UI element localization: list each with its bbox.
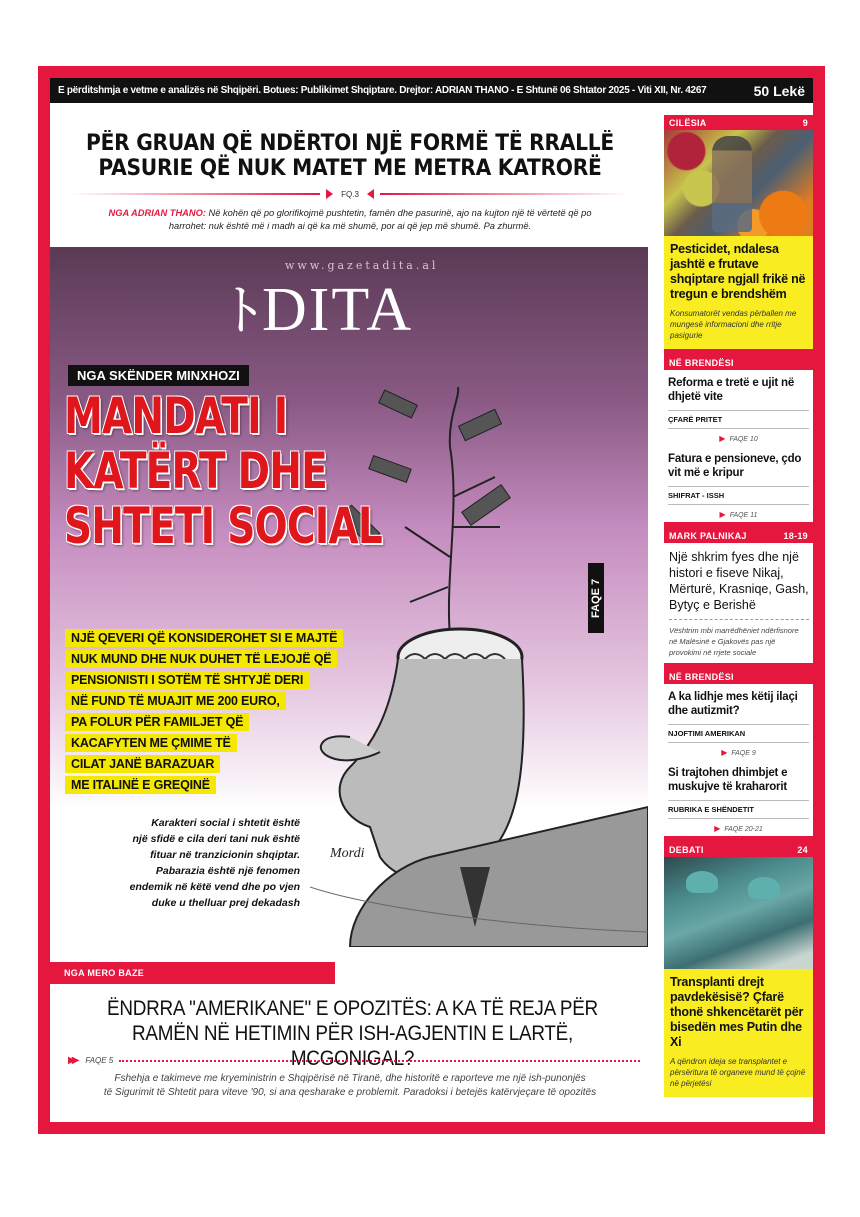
brief-title[interactable]: Fatura e pensioneve, çdo vit më e kripur bbox=[668, 453, 802, 479]
divider bbox=[380, 193, 630, 195]
essay-summary: Vështrim mbi marrëdhëniet ndërfisnore në Malësinë e Gjakovës pas një provokimi në rrjete sociale bbox=[669, 619, 809, 658]
brief-item[interactable] bbox=[664, 760, 813, 836]
subtext-line: Pabarazia është një fenomen bbox=[155, 865, 300, 877]
subtext-line: Karakteri social i shtetit është bbox=[151, 817, 300, 829]
arrow-right-icon: ▶ bbox=[721, 748, 728, 757]
lead-dek bbox=[95, 207, 605, 233]
page-ref-label: FAQE 10 bbox=[729, 436, 758, 443]
lead-article[interactable] bbox=[50, 103, 650, 253]
page-frame bbox=[38, 66, 825, 1134]
hero-subtext bbox=[80, 815, 300, 911]
divider bbox=[70, 193, 320, 195]
double-arrow-icon: ▶▶ bbox=[68, 1055, 76, 1066]
section-header bbox=[664, 528, 813, 543]
surgeon-cap bbox=[748, 877, 780, 899]
brief-category: NJOFTIMI AMERIKAN bbox=[668, 724, 809, 743]
sidebar-section-inside-2 bbox=[664, 669, 813, 836]
brief-title[interactable]: Si trajtohen dhimbjet e muskujve të kraharorit bbox=[668, 767, 788, 793]
front-page bbox=[50, 78, 813, 1122]
market-photo bbox=[664, 130, 813, 236]
surgery-photo bbox=[664, 857, 813, 969]
masthead-strip bbox=[50, 78, 813, 103]
lead-headline[interactable] bbox=[74, 131, 626, 181]
quote-line: NË FUND TË MUAJIT ME 200 EURO, bbox=[65, 692, 286, 710]
hero-headline-line: KATËRT DHE bbox=[64, 442, 327, 500]
bottom-summary bbox=[70, 1072, 630, 1100]
lead-headline-line: PASURIE QË NUK MATET ME METRA KATRORË bbox=[98, 156, 602, 181]
brief-category: RUBRIKA E SHËNDETIT bbox=[668, 800, 809, 819]
page-ref-label: FAQE 11 bbox=[729, 512, 758, 519]
arrow-right-icon: ▶ bbox=[714, 824, 721, 833]
brief-page-ref[interactable] bbox=[668, 743, 809, 760]
brief-item[interactable] bbox=[664, 446, 813, 522]
logo-text: DITA bbox=[262, 276, 414, 344]
feature-box bbox=[664, 236, 813, 349]
page-ref-label: FAQE 5 bbox=[85, 1056, 114, 1065]
brief-category: SHIFRAT - ISSH bbox=[668, 486, 809, 505]
sidebar-section-palnikaj[interactable] bbox=[664, 528, 813, 663]
quote-line: PA FOLUR PËR FAMILJET QË bbox=[65, 713, 249, 731]
price-label: 50 Lekë bbox=[753, 82, 805, 99]
brief-item[interactable] bbox=[664, 684, 813, 760]
brief-title[interactable]: Reforma e tretë e ujit në dhjetë vite bbox=[668, 377, 795, 403]
quote-line: NUK MUND DHE NUK DUHET TË LEJOJË QË bbox=[65, 650, 337, 668]
hero-headline-line: MANDATI I bbox=[64, 387, 288, 445]
section-page: 9 bbox=[802, 117, 808, 128]
brief-item[interactable] bbox=[664, 370, 813, 446]
hero-headline-line: SHTETI SOCIAL bbox=[64, 497, 382, 555]
section-header bbox=[664, 842, 813, 857]
bottom-page-ref[interactable] bbox=[68, 1055, 640, 1066]
section-header bbox=[664, 669, 813, 684]
quote-line: CILAT JANË BARAZUAR bbox=[65, 755, 220, 773]
bottom-headline-line: RAMËN NË HETIMIN PËR ISH-AGJENTIN E LARTË, MCGONIGAL? bbox=[132, 1022, 573, 1070]
arrow-right-icon: ▶ bbox=[719, 434, 726, 443]
feature-title[interactable]: Transplanti drejt pavdekësisë? Çfarë thonë shkencëtarët për bisedën mes Putin dhe Xi bbox=[670, 975, 804, 1049]
bottom-article[interactable] bbox=[50, 952, 650, 1122]
bottom-byline-tag: NGA MERO BAZE bbox=[50, 962, 335, 984]
page-ref-label: FAQE 20-21 bbox=[724, 826, 763, 833]
lead-dek-text: Në kohën që po glorifikojmë pushtetin, famën dhe pasurinë, ajo na kujton një të vërtetë që po harrohet: nuk është më i madh ai që ka më shumë, por ai që jep më shumë. Pa zhurmë. bbox=[168, 208, 592, 231]
feature-summary: A qëndron ideja se transplantet e përsëritura të organeve mund të çojnë në përjetësi bbox=[670, 1057, 806, 1088]
shopper-figure bbox=[712, 136, 752, 232]
section-label: CILËSIA bbox=[669, 117, 707, 128]
feature-title[interactable]: Pesticidet, ndalesa jashtë e frutave shqiptare ngjall frikë në tregun e brendshëm bbox=[670, 242, 806, 301]
section-label: NË BRENDËSI bbox=[669, 357, 734, 368]
hero-pull-quote bbox=[65, 629, 343, 797]
surgeon-cap bbox=[686, 871, 718, 893]
section-header bbox=[664, 115, 813, 130]
bottom-headline-line: ËNDRRA "AMERIKANE" E OPOZITËS: A KA TË REJA PËR bbox=[107, 997, 598, 1020]
summary-line: të Sigurimit të Shtetit para viteve '90, si ana qesharake e problemit. Paradoksi i betejës katërvjeçare të opozitës bbox=[103, 1087, 597, 1098]
sidebar-section-debati[interactable] bbox=[664, 842, 813, 1097]
quote-line: KACAFYTEN ME ÇMIME TË bbox=[65, 734, 237, 752]
subtext-line: fituar në tranzicionin shqiptar. bbox=[150, 849, 300, 861]
dotted-divider bbox=[119, 1060, 640, 1062]
subtext-line: një sfidë e cila deri tani nuk është bbox=[132, 833, 300, 845]
page-tag[interactable]: FAQE 7 bbox=[588, 563, 604, 633]
lead-headline-line: PËR GRUAN QË NDËRTOI NJË FORMË TË RRALLË bbox=[86, 131, 614, 156]
summary-line: Fshehja e takimeve me kryeministrin e Shqipërisë në Tiranë, dhe historitë e raporteve me një ish-punonjës bbox=[114, 1073, 586, 1084]
cartoon-signature: Mordi bbox=[330, 846, 365, 861]
brief-title[interactable]: A ka lidhje mes këtij ilaçi dhe autizmit? bbox=[668, 691, 798, 717]
section-header bbox=[664, 355, 813, 370]
subtext-line: duke u thelluar prej dekadash bbox=[151, 897, 300, 909]
section-page: 24 bbox=[797, 844, 808, 855]
brief-page-ref[interactable] bbox=[668, 429, 809, 446]
masthead-info: E përditshmja e vetme e analizës në Shqipëri. Botues: Publikimet Shqiptare. Drejtor: ADRIAN THANO - E Shtunë 06 Shtator 2025 - Viti XII, Nr. 4267 bbox=[58, 85, 707, 96]
page-ref[interactable]: FQ.3 bbox=[341, 189, 359, 199]
sidebar bbox=[664, 115, 813, 1097]
brief-page-ref[interactable] bbox=[668, 505, 809, 522]
essay-title[interactable]: Një shkrim fyes dhe një histori e fiseve Nikaj, Mërturë, Krasniqe, Gash, Bytyç e Berishë bbox=[669, 550, 809, 612]
quote-line: PENSIONISTI I SOTËM TË SHTYJË DERI bbox=[65, 671, 309, 689]
hero-cover[interactable] bbox=[50, 247, 648, 952]
section-label: DEBATI bbox=[669, 844, 704, 855]
section-label: MARK PALNIKAJ bbox=[669, 530, 747, 541]
section-label: NË BRENDËSI bbox=[669, 671, 734, 682]
quote-line: ME ITALINË E GREQINË bbox=[65, 776, 216, 794]
arrow-right-icon bbox=[326, 189, 333, 199]
page-ref-rule bbox=[70, 187, 630, 201]
sword-icon: ﾄ bbox=[230, 281, 260, 343]
feature-summary: Konsumatorët vendas përballen me mungesë informacioni dhe rritje pasigurie bbox=[670, 309, 797, 340]
hero-byline: NGA SKËNDER MINXHOZI bbox=[68, 365, 249, 386]
dita-logo bbox=[230, 267, 413, 347]
sidebar-section-cilesia[interactable] bbox=[664, 115, 813, 349]
subtext-line: endemik në këtë vend dhe po vjen bbox=[129, 881, 300, 893]
brief-page-ref[interactable] bbox=[668, 819, 809, 836]
website-url[interactable]: www.gazetadita.al bbox=[285, 259, 439, 272]
sidebar-section-inside-1 bbox=[664, 355, 813, 522]
arrow-left-icon bbox=[367, 189, 374, 199]
essay-item bbox=[664, 543, 813, 663]
arrow-right-icon: ▶ bbox=[719, 510, 726, 519]
page-ref-label: FAQE 9 bbox=[731, 750, 756, 757]
brief-category: ÇFARË PRITET bbox=[668, 410, 809, 429]
section-page: 18-19 bbox=[783, 530, 808, 541]
lead-byline: NGA ADRIAN THANO: bbox=[108, 208, 206, 218]
hero-headline[interactable] bbox=[64, 389, 382, 554]
feature-box bbox=[664, 969, 813, 1097]
quote-line: NJË QEVERI QË KONSIDEROHET SI E MAJTË bbox=[65, 629, 343, 647]
